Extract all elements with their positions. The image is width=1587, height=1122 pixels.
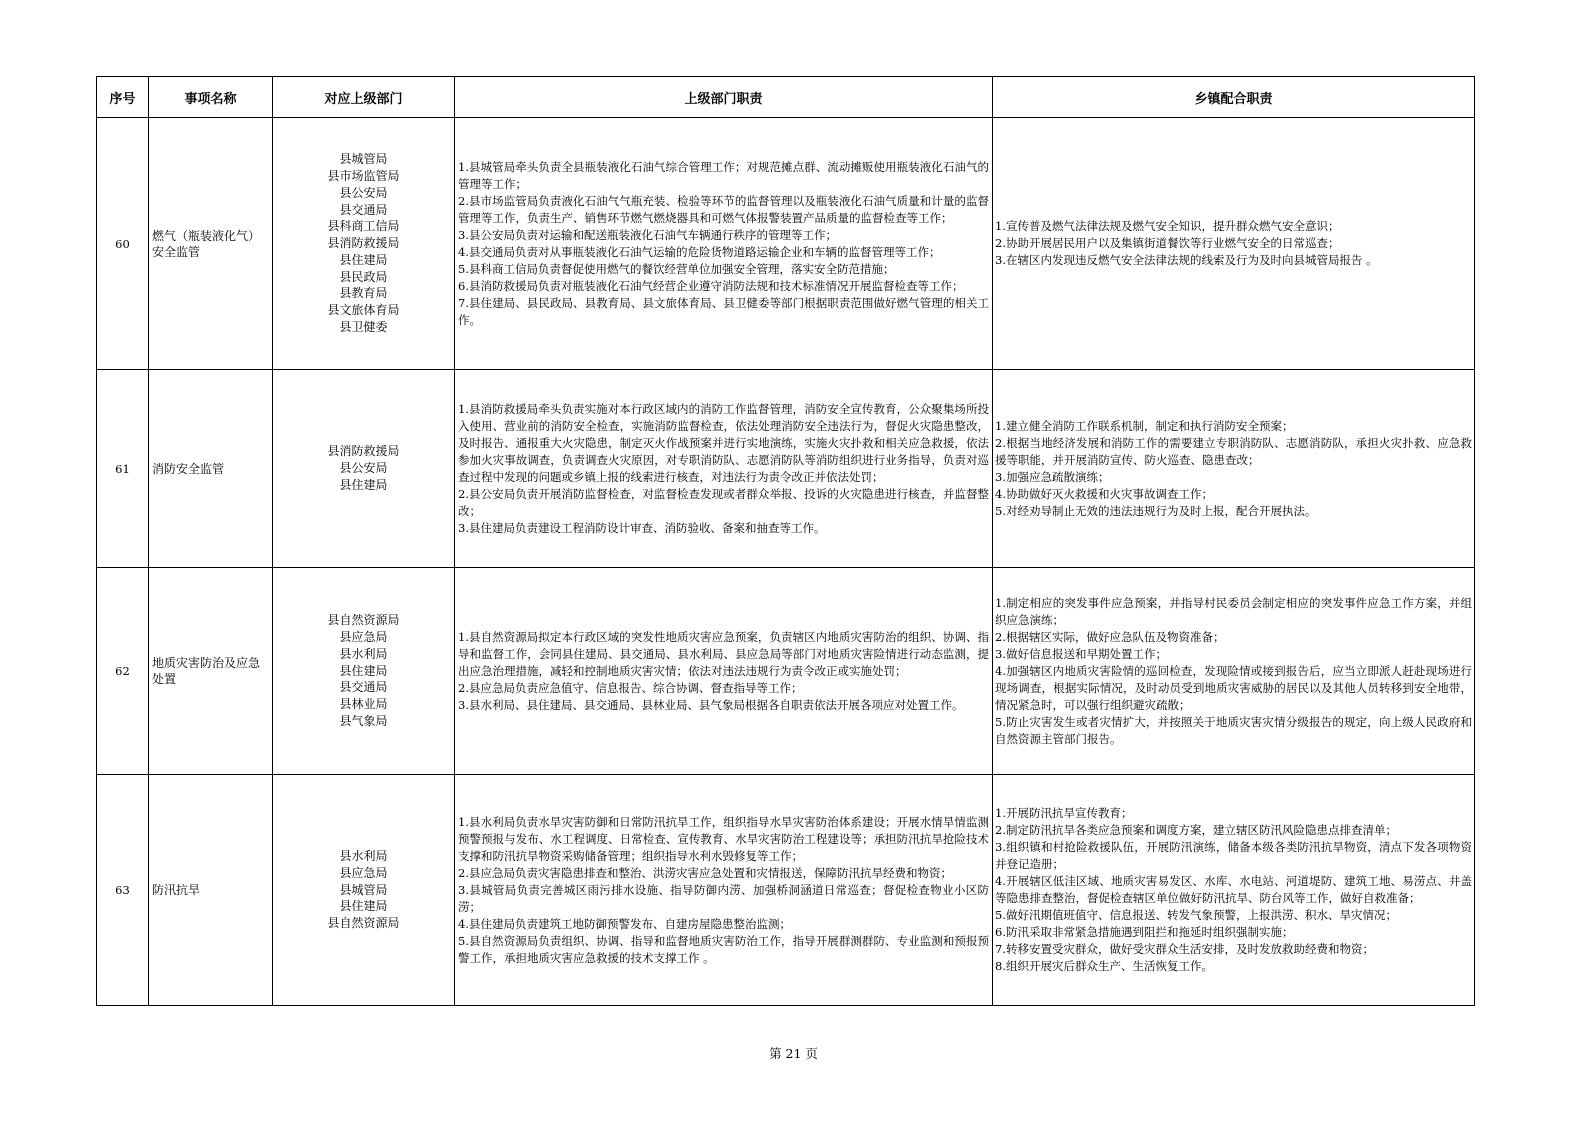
row-town-cooperation <box>993 118 1475 370</box>
row-departments <box>273 118 455 370</box>
duty-item: 2.县应急局负责灾害隐患排查和整治、洪涝灾害应急处置和灾情报送，保障防汛抗旱经费和物资； <box>458 865 952 880</box>
header-item-name: 事项名称 <box>149 77 273 118</box>
department-name: 县自然资源局 <box>327 613 400 628</box>
department-name: 县消防救援局 <box>327 236 400 251</box>
department-name: 县住建局 <box>339 899 388 914</box>
department-name: 县林业局 <box>339 697 388 712</box>
department-name: 县市场监管局 <box>327 168 400 183</box>
department-name: 县卫健委 <box>339 320 388 335</box>
table-row <box>97 775 1475 1006</box>
table-row <box>97 118 1475 370</box>
table-row <box>97 370 1475 568</box>
header-department: 对应上级部门 <box>273 77 455 118</box>
row-departments <box>273 568 455 775</box>
row-item-name: 地质灾害防治及应急处置 <box>149 568 273 775</box>
department-name: 县消防救援局 <box>327 444 400 459</box>
duty-item: 1.县自然资源局拟定本行政区域的突发性地质灾害应急预案，负责辖区内地质灾害防治的组织、协调、指导和监督工作，会同县住建局、县交通局、县水利局、县应急局等部门对地质灾害险情进行动态监测，提出应急治理措施，减轻和控制地质灾害灾情；依法对违法违规行为责令改正或实施处罚； <box>458 629 989 678</box>
cooperation-item: 4.开展辖区低洼区域、地质灾害易发区、水库、水电站、河道堤防、建筑工地、易涝点、井盖等隐患排查整治，督促检查辖区单位做好防汛抗旱、防台风等工作，做好自救准备； <box>995 874 1472 905</box>
duty-item: 1.县水利局负责水旱灾害防御和日常防汛抗旱工作，组织指导水旱灾害防治体系建设；开展水情旱情监测预警预报与发布、水工程调度、日常检查、宣传教育、水旱灾害防治工程建设等；承担防汛抗旱抢险技术支撑和防汛抗旱物资采购储备管理；组织指导水利水毁修复等工作； <box>458 814 989 863</box>
cooperation-item: 3.加强应急疏散演练； <box>995 469 1110 484</box>
header-upper-duties: 上级部门职责 <box>455 77 993 118</box>
duty-item: 6.县消防救援局负责对瓶装液化石油气经营企业遵守消防法规和技术标准情况开展监督检查等工作； <box>458 278 964 293</box>
header-seq: 序号 <box>97 77 149 118</box>
department-name: 县水利局 <box>339 849 388 863</box>
row-town-cooperation <box>993 775 1475 1006</box>
department-name: 县科商工信局 <box>327 219 400 234</box>
cooperation-item: 5.做好汛期值班值守、信息报送、转发气象预警，上报洪涝、积水、旱灾情况； <box>995 908 1397 922</box>
department-name: 县住建局 <box>339 663 388 678</box>
cooperation-item: 5.对经劝导制止无效的违法违规行为及时上报，配合开展执法。 <box>995 503 1317 518</box>
duty-item: 5.县自然资源局负责组织、协调、指导和监督地质灾害防治工作，指导开展群测群防、专业监测和预报预警工作，承担地质灾害应急救援的技术支撑工作 。 <box>458 933 989 965</box>
department-name: 县城管局 <box>339 882 388 897</box>
cooperation-item: 5.防止灾害发生或者灾情扩大，并按照关于地质灾害灾情分级报告的规定，向上级人民政府和自然资源主管部门报告。 <box>995 714 1472 746</box>
row-seq: 63 <box>97 775 149 1006</box>
duty-item: 3.县住建局负责建设工程消防设计审查、消防验收、备案和抽查等工作。 <box>458 520 826 535</box>
duty-item: 1.县城管局牵头负责全县瓶装液化石油气综合管理工作；对规范摊点群、流动摊贩使用瓶装液化石油气的管理等工作； <box>458 159 989 191</box>
table-row <box>97 568 1475 775</box>
department-name: 县文旅体育局 <box>327 303 400 318</box>
department-name: 县住建局 <box>339 252 388 267</box>
department-name: 县住建局 <box>339 477 388 492</box>
row-item-name: 消防安全监管 <box>149 370 273 568</box>
cooperation-item: 4.加强辖区内地质灾害险情的巡回检查，发现险情或接到报告后，应当立即派人赶赴现场进行现场调查，根据实际情况，及时动员受到地质灾害威胁的居民以及其他人员转移到安全地带，情况紧急时，可以强行组织避灾疏散； <box>995 663 1472 712</box>
header-row <box>97 77 1475 118</box>
duty-item: 4.县住建局负责建筑工地防御预警发布、自建房屋隐患整治监测； <box>458 916 791 931</box>
duty-item: 5.县科商工信局负责督促使用燃气的餐饮经营单位加强安全管理，落实安全防范措施； <box>458 261 895 276</box>
department-name: 县气象局 <box>339 713 388 728</box>
row-departments <box>273 775 455 1006</box>
row-item-name: 防汛抗旱 <box>149 775 273 1006</box>
cooperation-item: 6.防汛采取非常紧急措施遇到阻拦和拖延时组织强制实施； <box>995 925 1294 939</box>
department-name: 县教育局 <box>339 286 388 301</box>
cooperation-item: 4.协助做好灭火救援和火灾事故调查工作； <box>995 486 1213 501</box>
department-name: 县交通局 <box>339 202 388 217</box>
row-item-name: 燃气（瓶装液化气）安全监管 <box>149 118 273 370</box>
row-upper-duties <box>455 118 993 370</box>
department-name: 县应急局 <box>339 630 388 644</box>
cooperation-item: 2.根据辖区实际，做好应急队伍及物资准备； <box>995 629 1225 644</box>
department-name: 县应急局 <box>339 865 388 880</box>
cooperation-item: 8.组织开展灾后群众生产、生活恢复工作。 <box>995 959 1213 973</box>
row-departments <box>273 370 455 568</box>
row-town-cooperation <box>993 370 1475 568</box>
cooperation-item: 1.制定相应的突发事件应急预案，并指导村民委员会制定相应的突发事件应急工作方案，并组织应急演练； <box>995 595 1472 627</box>
row-seq: 60 <box>97 118 149 370</box>
cooperation-item: 3.做好信息报送和早期处置工作； <box>995 646 1167 661</box>
duty-item: 2.县市场监管局负责液化石油气气瓶充装、检验等环节的监督管理以及瓶装液化石油气质量和计量的监督管理等工作，负责生产、销售环节燃气燃烧器具和可燃气体报警装置产品质量的监督检查等工作； <box>458 193 989 225</box>
department-name: 县自然资源局 <box>327 916 400 931</box>
duty-item: 3.县水利局、县住建局、县交通局、县林业局、县气象局根据各自职责依法开展各项应对处置工作。 <box>458 697 964 712</box>
duty-item: 2.县应急局负责应急值守、信息报告、综合协调、督查指导等工作； <box>458 680 803 695</box>
duty-item: 4.县交通局负责对从事瓶装液化石油气运输的危险货物道路运输企业和车辆的监督管理等工作； <box>458 244 941 259</box>
cooperation-item: 1.开展防汛抗旱宣传教育； <box>995 806 1133 820</box>
row-upper-duties <box>455 370 993 568</box>
department-name: 县交通局 <box>339 680 388 695</box>
cooperation-item: 3.组织镇和村抢险救援队伍，开展防汛演练，储备本级各类防汛抗旱物资，清点下发各项物资并登记造册； <box>995 840 1472 871</box>
department-name: 县水利局 <box>339 646 388 661</box>
duty-item: 3.县城管局负责完善城区雨污排水设施、指导防御内涝、加强桥洞涵道日常巡查；督促检查物业小区防涝； <box>458 882 989 914</box>
duty-item: 7.县住建局、县民政局、县教育局、县文旅体育局、县卫健委等部门根据职责范围做好燃气管理的相关工作。 <box>458 295 989 327</box>
row-upper-duties <box>455 568 993 775</box>
duty-item: 2.县公安局负责开展消防监督检查，对监督检查发现或者群众举报、投诉的火灾隐患进行核查，并监督整改； <box>458 486 989 518</box>
cooperation-item: 7.转移安置受灾群众，做好受灾群众生活安排，及时发放救助经费和物资； <box>995 942 1374 956</box>
department-name: 县公安局 <box>339 185 388 200</box>
row-seq: 62 <box>97 568 149 775</box>
duty-table <box>96 76 1475 1006</box>
department-name: 县公安局 <box>339 461 388 476</box>
duty-item: 1.县消防救援局牵头负责实施对本行政区域内的消防工作监督管理，消防安全宣传教育，公众聚集场所投入使用、营业前的消防安全检查，实施消防监督检查，依法处理消防安全违法行为，督促火灾隐患整改，及时报告、通报重大火灾隐患，制定灭火作战预案并进行实地演练，实施火灾扑救和相关应急救援，依法参加火灾事故调查，负责调查火灾原因，对专职消防队、志愿消防队等消防组织进行业务指导，负责对巡查过程中发现的问题或乡镇上报的线索进行核查，对违法行为责令改正并依法处罚； <box>458 401 989 484</box>
cooperation-item: 3.在辖区内发现违反燃气安全法律法规的线索及行为及时向县城管局报告 。 <box>995 253 1378 267</box>
cooperation-item: 1.建立健全消防工作联系机制，制定和执行消防安全预案； <box>995 418 1294 433</box>
header-town-cooperation: 乡镇配合职责 <box>993 77 1475 118</box>
page-number: 第 21 页 <box>769 1046 818 1061</box>
row-town-cooperation <box>993 568 1475 775</box>
department-name: 县民政局 <box>339 269 388 284</box>
cooperation-item: 2.协助开展居民用户以及集镇街道餐饮等行业燃气安全的日常巡查； <box>995 236 1340 250</box>
department-name: 县城管局 <box>339 152 388 167</box>
row-seq: 61 <box>97 370 149 568</box>
cooperation-item: 2.制定防汛抗旱各类应急预案和调度方案，建立辖区防汛风险隐患点排查清单； <box>995 823 1397 837</box>
row-upper-duties <box>455 775 993 1006</box>
cooperation-item: 2.根据当地经济发展和消防工作的需要建立专职消防队、志愿消防队，承担火灾扑救、应急救援等职能，并开展消防宣传、防火巡查、隐患查改； <box>995 435 1472 467</box>
duty-item: 3.县公安局负责对运输和配送瓶装液化石油气车辆通行秩序的管理等工作； <box>458 227 837 242</box>
cooperation-item: 1.宣传普及燃气法律法规及燃气安全知识，提升群众燃气安全意识； <box>995 219 1340 233</box>
